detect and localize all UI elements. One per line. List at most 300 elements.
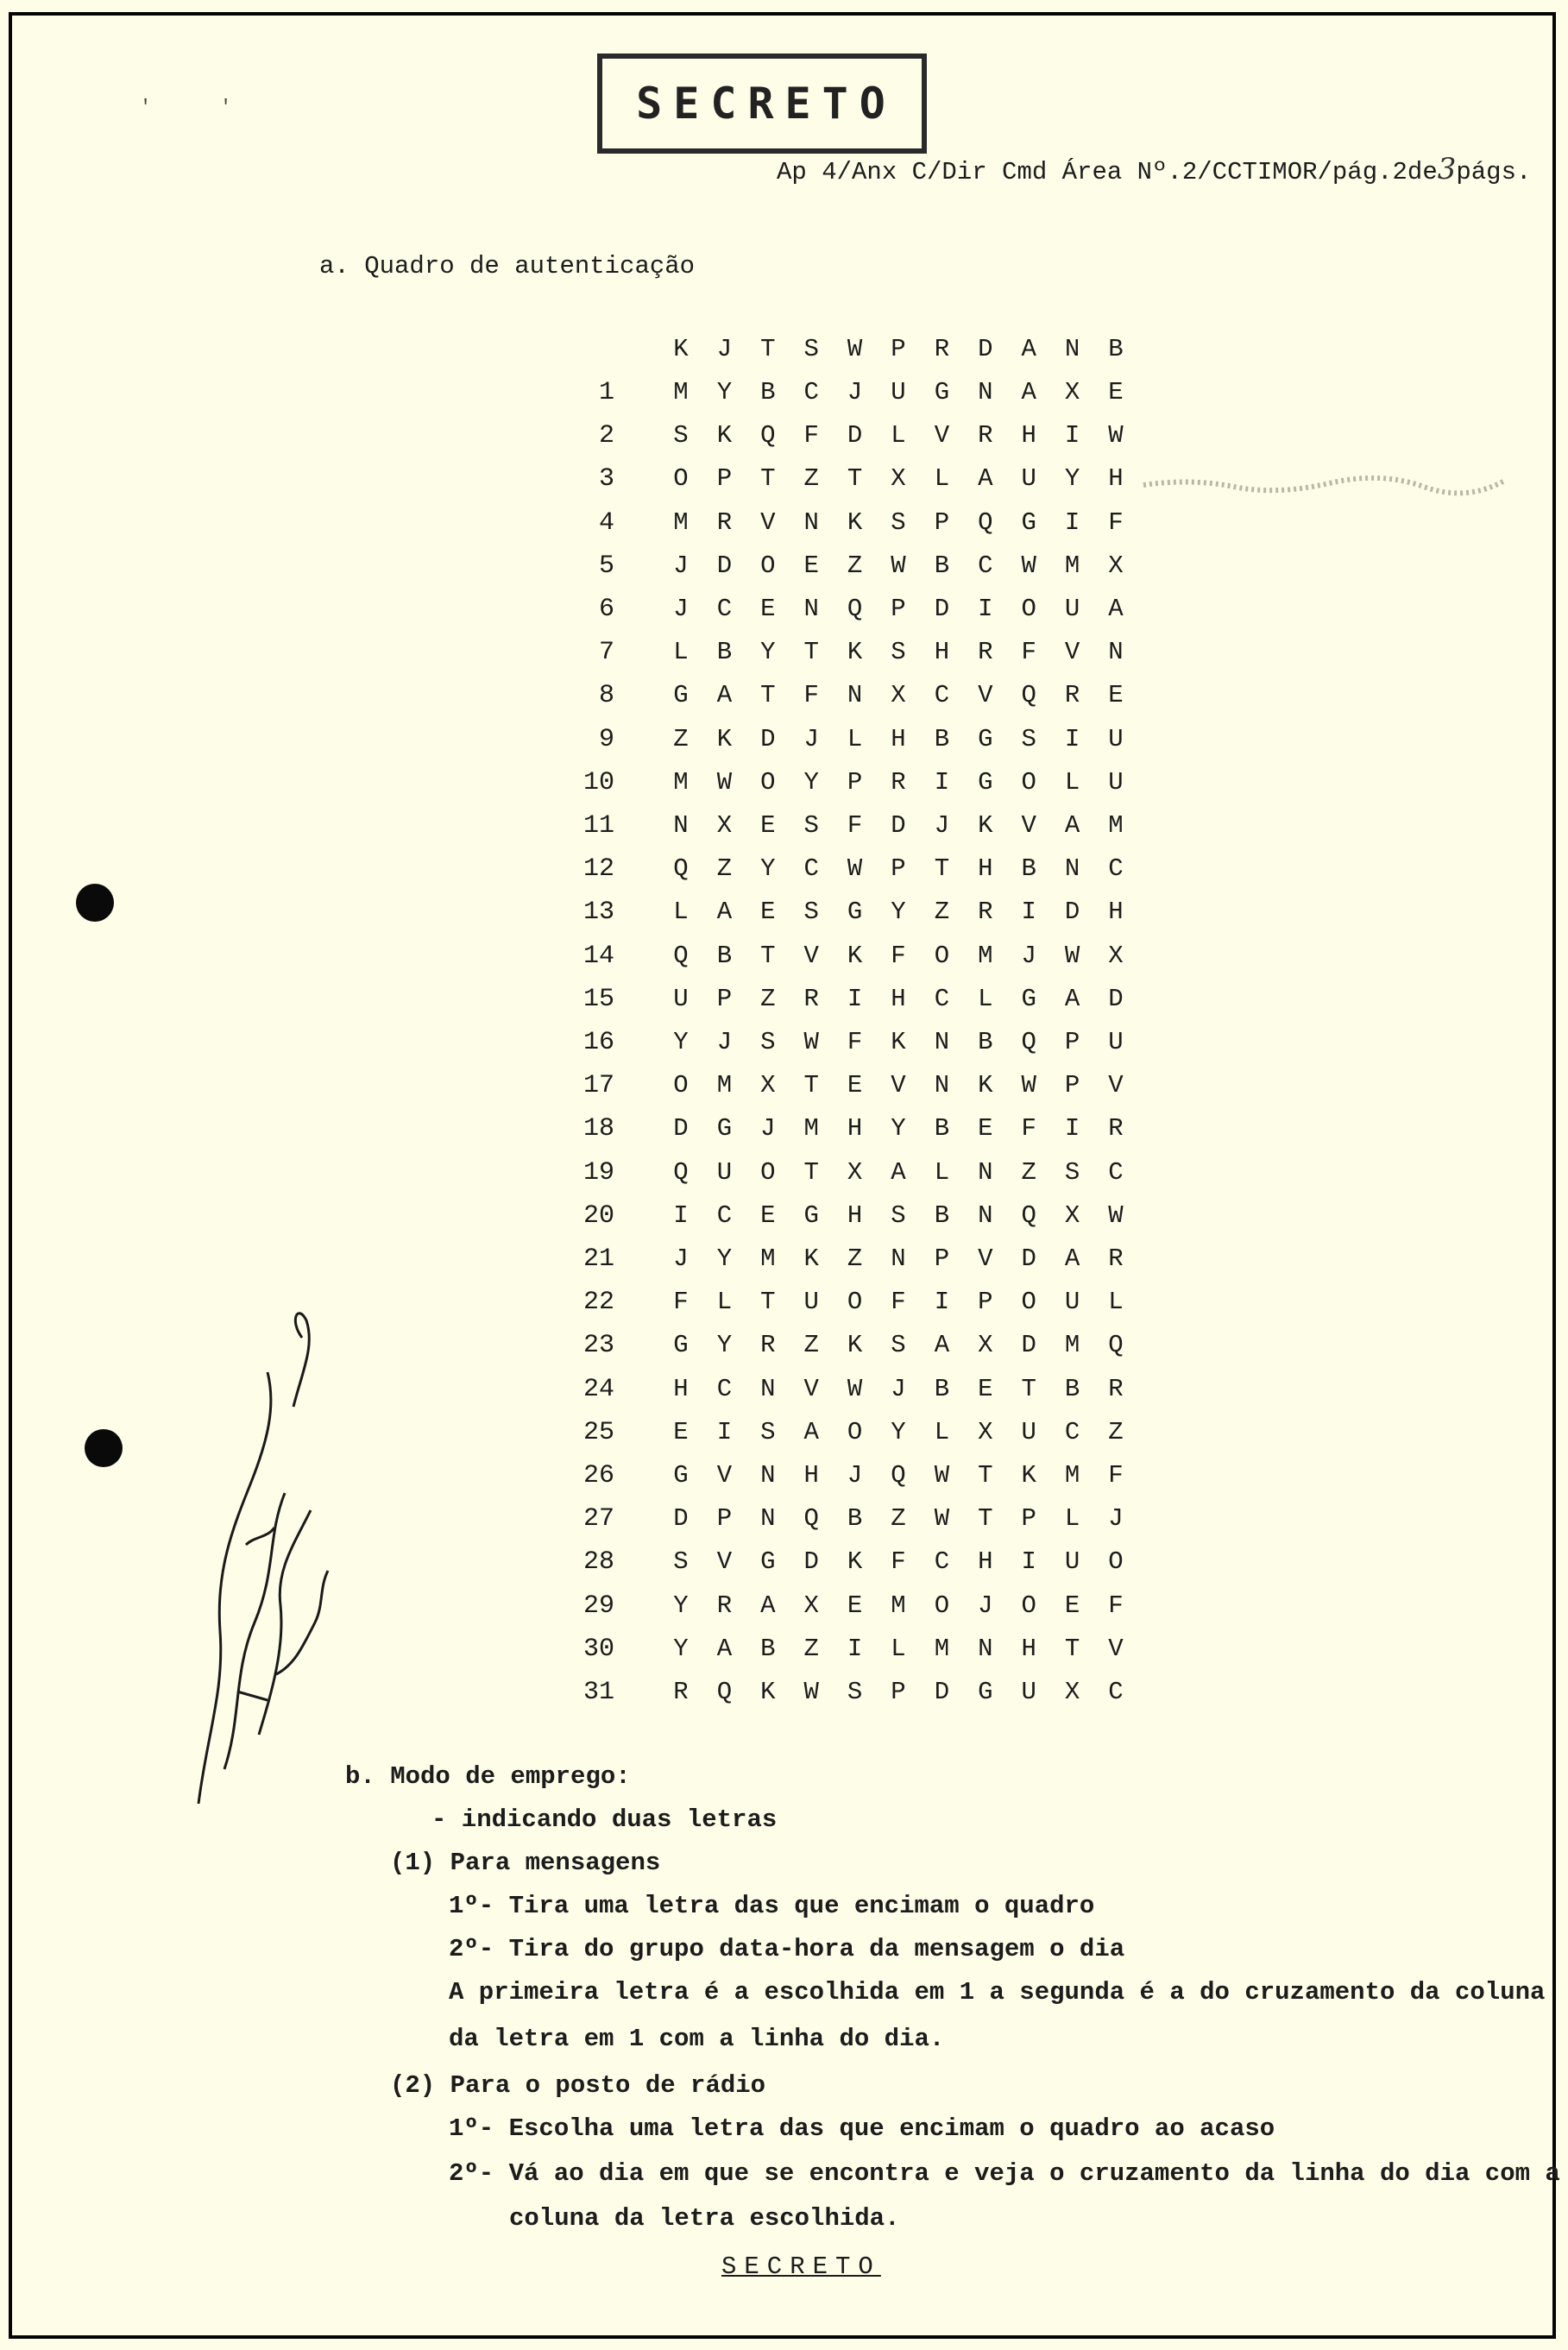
row-number: 29 [582,1591,614,1621]
table-cell: H [891,984,906,1013]
table-cell: H [847,1200,863,1230]
table-cell: D [891,811,906,840]
table-cell: Y [760,638,776,667]
table-cell: W [1021,1071,1036,1100]
table-cell: I [1064,507,1080,537]
row-number: 17 [582,1071,614,1101]
table-cell: L [716,1288,733,1317]
column-header: B [1108,335,1124,363]
table-cell: T [803,1071,819,1100]
table-cell: M [1064,1331,1080,1360]
table-cell: J [716,1028,733,1056]
table-cell: N [978,378,993,406]
table-cell: S [891,1331,906,1360]
table-cell: M [978,941,993,970]
table-cell: Z [1108,1417,1124,1446]
table-cell: U [716,1157,733,1187]
table-cell: S [1021,724,1036,753]
table-cell: V [978,1244,993,1273]
table-cell: X [847,1157,863,1187]
table-cell: H [1021,1634,1036,1663]
table-cell: W [891,551,906,580]
table-cell: E [760,1200,776,1230]
table-cell: A [1108,595,1124,623]
table-cell: W [803,1028,819,1056]
table-cell: R [891,767,906,797]
table-cell: T [847,464,863,494]
table-cell: T [1064,1634,1080,1663]
table-cell: H [978,1547,993,1577]
row-number: 20 [582,1200,614,1231]
table-cell: E [760,811,776,840]
part1-title: (1) Para mensagens [390,1849,661,1877]
table-cell: L [673,638,689,667]
table-cell: B [1064,1374,1080,1403]
table-cell: B [1021,854,1036,884]
table-cell: J [978,1591,993,1620]
table-cell: K [847,1547,863,1577]
table-cell: W [934,1461,950,1490]
table-cell: L [891,421,906,450]
table-cell: A [978,464,993,494]
column-header: T [760,335,776,363]
table-cell: M [673,767,689,797]
table-cell: E [760,595,776,623]
table-cell: Q [978,507,993,537]
table-cell: L [847,724,863,753]
table-cell: Z [891,1504,906,1534]
table-cell: O [1021,1591,1036,1620]
table-cell: J [760,1114,776,1143]
table-cell: G [1021,507,1036,537]
table-cell: F [673,1288,689,1317]
table-cell: J [673,595,689,623]
footer-secret-stamp: SECRETO [721,2252,881,2281]
table-cell: P [891,854,906,884]
handwritten-signature [173,1286,345,1821]
table-cell: W [847,1374,863,1403]
table-cell: T [760,681,776,710]
table-cell: C [803,854,819,884]
row-number: 26 [582,1461,614,1490]
table-cell: G [978,1678,993,1706]
table-cell: R [803,984,819,1013]
reference-suffix: págs. [1456,158,1532,186]
table-cell: D [803,1547,819,1577]
table-cell: F [847,811,863,840]
table-cell: J [934,811,950,840]
table-cell: M [1064,551,1080,580]
table-cell: T [934,854,950,884]
table-cell: B [934,1114,950,1143]
table-cell: M [803,1114,819,1143]
table-cell: J [673,1244,689,1273]
table-cell: X [891,681,906,710]
part1-line2: 2º- Tira do grupo data-hora da mensagem o dia [449,1935,1125,1963]
part2-title: (2) Para o posto de rádio [390,2071,766,2100]
table-cell: P [716,1504,733,1534]
table-cell: T [978,1504,993,1534]
table-cell: E [978,1114,993,1143]
table-cell: W [1021,551,1036,580]
table-cell: R [1108,1374,1124,1403]
table-cell: U [1108,1028,1124,1056]
table-cell: K [891,1028,906,1056]
table-cell: V [803,1374,819,1403]
table-cell: H [978,854,993,884]
table-cell: L [1064,767,1080,797]
table-cell: G [803,1200,819,1230]
table-cell: U [1064,1288,1080,1317]
table-cell: V [716,1547,733,1577]
table-cell: N [891,1244,906,1273]
table-cell: O [934,1591,950,1620]
table-cell: P [934,507,950,537]
table-cell: K [847,941,863,970]
table-cell: A [803,1417,819,1446]
table-cell: H [934,638,950,667]
table-cell: T [1021,1374,1036,1403]
row-number: 24 [582,1374,614,1404]
table-cell: S [891,638,906,667]
table-cell: N [673,811,689,840]
punch-hole [76,884,114,922]
part1-line3: A primeira letra é a escolhida em 1 a segunda é a do cruzamento da coluna [449,1978,1546,2007]
table-cell: S [673,1547,689,1577]
table-cell: Y [891,1114,906,1143]
column-header: A [1021,335,1036,363]
table-cell: G [978,767,993,797]
table-cell: M [1064,1461,1080,1490]
table-cell: V [716,1461,733,1490]
table-cell: C [978,551,993,580]
table-cell: U [1108,724,1124,753]
table-cell: L [934,1417,950,1446]
secret-stamp: SECRETO [597,54,927,154]
table-cell: G [847,898,863,927]
table-cell: P [847,767,863,797]
table-cell: A [934,1331,950,1360]
table-cell: M [760,1244,776,1273]
table-cell: W [1108,1200,1124,1230]
row-number: 11 [582,811,614,841]
table-cell: T [803,638,819,667]
table-cell: Q [803,1504,819,1534]
row-number: 14 [582,941,614,971]
table-cell: H [1108,464,1124,494]
table-cell: W [847,854,863,884]
table-cell: V [891,1071,906,1100]
table-cell: U [1108,767,1124,797]
table-cell: H [673,1374,689,1403]
table-cell: V [1021,811,1036,840]
table-cell: P [934,1244,950,1273]
table-cell: Z [847,1244,863,1273]
row-number: 21 [582,1244,614,1274]
section-b-subtitle: - indicando duas letras [431,1805,778,1834]
table-cell: I [847,984,863,1013]
table-cell: Q [673,1157,689,1187]
table-cell: I [1064,724,1080,753]
row-number: 3 [598,464,614,495]
table-cell: E [803,551,819,580]
table-cell: R [1064,681,1080,710]
table-cell: U [1021,464,1036,494]
table-cell: E [673,1417,689,1446]
table-cell: F [803,681,819,710]
table-cell: F [891,1547,906,1577]
table-cell: R [1108,1114,1124,1143]
table-cell: A [716,898,733,927]
table-cell: X [716,811,733,840]
table-cell: B [934,1200,950,1230]
table-cell: R [673,1678,689,1706]
table-cell: Y [716,378,733,406]
table-cell: T [760,1288,776,1317]
table-cell: M [673,507,689,537]
table-cell: I [716,1417,733,1446]
table-cell: O [760,551,776,580]
table-cell: V [1064,638,1080,667]
table-cell: Y [891,898,906,927]
table-cell: I [934,1288,950,1317]
table-cell: R [978,421,993,450]
table-cell: V [803,941,819,970]
table-cell: Q [716,1678,733,1706]
table-cell: I [978,595,993,623]
table-cell: G [673,1331,689,1360]
column-header: W [847,335,863,363]
table-cell: K [760,1678,776,1706]
table-cell: O [847,1417,863,1446]
table-cell: D [673,1114,689,1143]
table-cell: O [934,941,950,970]
row-number: 8 [598,681,614,711]
table-cell: D [847,421,863,450]
table-cell: J [673,551,689,580]
table-cell: H [847,1114,863,1143]
table-cell: I [934,767,950,797]
row-number: 25 [582,1417,614,1447]
table-cell: J [1021,941,1036,970]
table-cell: C [1108,1157,1124,1187]
table-cell: W [1108,421,1124,450]
row-number: 31 [582,1678,614,1707]
table-cell: K [716,421,733,450]
page-mark: ' [140,97,152,118]
table-cell: C [803,378,819,406]
table-cell: Z [934,898,950,927]
table-cell: F [1108,507,1124,537]
row-number: 30 [582,1634,614,1664]
table-cell: J [803,724,819,753]
table-cell: X [978,1331,993,1360]
table-cell: K [978,811,993,840]
table-cell: N [934,1071,950,1100]
table-cell: X [1108,941,1124,970]
table-cell: Q [1108,1331,1124,1360]
punch-hole [85,1429,123,1467]
table-cell: B [934,551,950,580]
table-cell: N [1108,638,1124,667]
table-cell: Y [891,1417,906,1446]
table-cell: R [978,898,993,927]
reference-prefix: Ap 4/Anx C/Dir Cmd Área Nº.2/CCTIMOR/pág.2de [777,158,1438,186]
table-cell: N [1064,854,1080,884]
table-cell: S [803,811,819,840]
table-cell: A [1064,984,1080,1013]
table-cell: K [716,724,733,753]
row-number: 27 [582,1504,614,1534]
table-cell: Z [803,1331,819,1360]
table-cell: M [673,378,689,406]
table-cell: H [1021,421,1036,450]
table-cell: Y [716,1244,733,1273]
table-cell: R [760,1331,776,1360]
table-cell: C [716,595,733,623]
table-cell: Y [1064,464,1080,494]
table-cell: J [847,378,863,406]
table-cell: Q [673,854,689,884]
table-cell: N [760,1461,776,1490]
table-cell: N [803,507,819,537]
table-cell: B [716,638,733,667]
table-cell: Z [716,854,733,884]
table-cell: Y [760,854,776,884]
table-cell: O [760,1157,776,1187]
table-cell: T [760,464,776,494]
table-cell: W [803,1678,819,1706]
row-number: 6 [598,595,614,624]
table-cell: X [1064,1678,1080,1706]
table-cell: C [934,1547,950,1577]
table-cell: T [760,941,776,970]
table-cell: I [1064,1114,1080,1143]
table-cell: H [891,724,906,753]
row-number: 4 [598,507,614,538]
table-cell: S [1064,1157,1080,1187]
table-cell: Q [1021,1200,1036,1230]
document-reference [777,152,1531,186]
table-cell: C [1064,1417,1080,1446]
table-cell: U [673,984,689,1013]
column-header: R [934,335,950,363]
page-mark: ' [220,97,232,118]
table-cell: R [716,507,733,537]
table-cell: K [803,1244,819,1273]
table-cell: E [1108,681,1124,710]
table-cell: B [847,1504,863,1534]
table-cell: E [1108,378,1124,406]
row-number: 12 [582,854,614,885]
row-number: 13 [582,898,614,928]
part2-line1: 1º- Escolha uma letra das que encimam o quadro ao acaso [449,2114,1275,2143]
table-cell: X [760,1071,776,1100]
table-cell: S [760,1417,776,1446]
table-cell: D [1021,1331,1036,1360]
table-cell: B [760,1634,776,1663]
table-cell: V [934,421,950,450]
table-cell: N [760,1374,776,1403]
table-cell: Z [760,984,776,1013]
table-cell: P [1064,1071,1080,1100]
table-cell: I [673,1200,689,1230]
table-cell: U [803,1288,819,1317]
row-number: 5 [598,551,614,581]
row-number: 23 [582,1331,614,1361]
table-cell: I [1021,1547,1036,1577]
table-cell: U [1064,595,1080,623]
table-cell: D [934,1678,950,1706]
part2-line3: coluna da letra escolhida. [509,2204,900,2233]
table-cell: U [1021,1678,1036,1706]
table-cell: P [716,464,733,494]
table-cell: L [1064,1504,1080,1534]
ink-smudge [1139,466,1510,501]
table-cell: M [1108,811,1124,840]
table-cell: X [978,1417,993,1446]
table-cell: E [847,1071,863,1100]
table-cell: H [803,1461,819,1490]
table-cell: Q [847,595,863,623]
table-cell: Y [673,1634,689,1663]
table-cell: Z [803,464,819,494]
row-number: 28 [582,1547,614,1578]
table-cell: F [1021,1114,1036,1143]
table-cell: R [716,1591,733,1620]
table-cell: P [891,595,906,623]
table-cell: E [760,898,776,927]
table-cell: D [673,1504,689,1534]
table-cell: A [1021,378,1036,406]
table-cell: N [978,1200,993,1230]
table-cell: G [673,681,689,710]
table-cell: Q [1021,681,1036,710]
table-cell: G [1021,984,1036,1013]
table-cell: X [803,1591,819,1620]
table-cell: K [847,1331,863,1360]
section-b-title: b. Modo de emprego: [345,1762,631,1791]
table-cell: D [1021,1244,1036,1273]
table-cell: X [1064,378,1080,406]
table-cell: C [716,1200,733,1230]
table-cell: F [1108,1591,1124,1620]
table-cell: Y [716,1331,733,1360]
table-cell: L [934,464,950,494]
table-cell: Y [673,1028,689,1056]
column-header: K [673,335,689,363]
section-a-title: a. Quadro de autenticação [319,252,696,280]
table-cell: C [934,681,950,710]
table-cell: O [847,1288,863,1317]
table-cell: F [803,421,819,450]
table-cell: L [934,1157,950,1187]
table-cell: W [716,767,733,797]
row-number: 22 [582,1288,614,1318]
table-cell: F [891,1288,906,1317]
table-cell: G [978,724,993,753]
table-cell: B [934,1374,950,1403]
table-cell: K [847,638,863,667]
table-cell: N [760,1504,776,1534]
table-cell: W [934,1504,950,1534]
table-cell: S [803,898,819,927]
page-count-handwritten: 3 [1437,152,1457,186]
table-cell: Z [673,724,689,753]
table-cell: Z [803,1634,819,1663]
table-cell: B [716,941,733,970]
table-cell: S [760,1028,776,1056]
